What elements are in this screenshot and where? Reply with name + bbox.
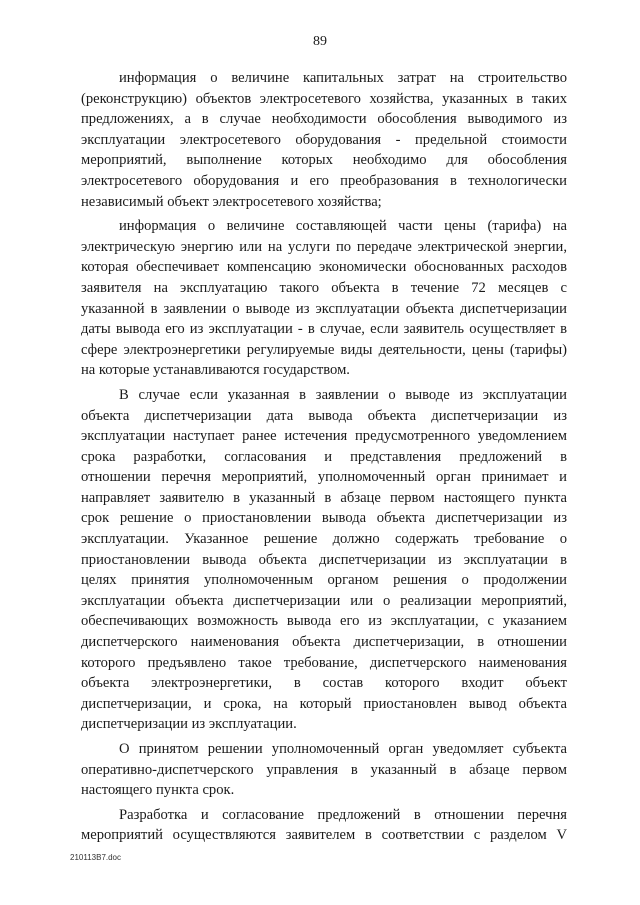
- text-line: указанной в заявлении о выводе из эксплуатации объекта диспетчеризации: [81, 300, 567, 317]
- text-line: объекта электроэнергетики, в состав которого входит объект: [81, 675, 567, 692]
- paragraph: [81, 739, 567, 801]
- text-line: эксплуатации электросетевого оборудования - предельной стоимости: [81, 131, 567, 148]
- text-line: В случае если указанная в заявлении о выводе из эксплуатации: [119, 386, 567, 403]
- text-line: информация о величине капитальных затрат на строительство: [119, 70, 567, 86]
- paragraph: [81, 216, 567, 381]
- text-line: диспетчеризации, и срока, на который приостановлен вывод объекта: [81, 695, 567, 712]
- paragraph: [81, 68, 567, 212]
- text-line: срок решение о приостановлении вывода объекта диспетчеризации из: [81, 510, 567, 527]
- text-line: которая обеспечивает компенсацию экономически обоснованных расходов: [81, 259, 567, 276]
- page-number: 89: [313, 34, 327, 49]
- text-line: (реконструкцию) объектов электросетевого хозяйства, указанных в таких: [81, 90, 567, 107]
- text-line: диспетчеризации из эксплуатации.: [81, 716, 297, 733]
- text-line: целях принятия уполномоченным органом решения о продолжении: [81, 572, 567, 589]
- text-line: О принятом решении уполномоченный орган уведомляет субъекта: [119, 741, 567, 757]
- text-line: эксплуатации наступает ранее истечения предусмотренного уведомлением: [81, 428, 567, 445]
- text-line: электросетевого оборудования и его преобразования в технологически: [81, 172, 567, 189]
- text-line: направляет заявителю в указанный в абзаце первом настоящего пункта: [81, 489, 567, 506]
- text-line: на которые устанавливаются государством.: [81, 362, 350, 379]
- text-line: диспетчерского наименования объекта диспетчеризации, в отношении: [81, 634, 567, 651]
- text-line: эксплуатации объекта диспетчеризации или о реализации мероприятий,: [81, 592, 567, 609]
- text-line: оперативно-диспетчерского управления в указанный в абзаце первом: [81, 761, 567, 778]
- text-line: электрическую энергию или на услуги по передаче электрической энергии,: [81, 238, 567, 255]
- text-line: эксплуатации. Указанное решение должно содержать требование о: [81, 531, 567, 548]
- text-line: которого предъявлено такое требование, диспетчерского наименования: [81, 654, 567, 671]
- text-line: отношении перечня мероприятий, уполномоченный орган принимает и: [81, 469, 567, 486]
- text-line: срока разработки, согласования и представления предложений в: [81, 448, 567, 465]
- text-line: настоящего пункта срок.: [81, 782, 235, 799]
- text-line: мероприятий, выполнение которых необходимо для обособления: [81, 152, 567, 169]
- text-line: обеспечивающих возможность вывода его из эксплуатации, с указанием: [81, 613, 567, 630]
- document-filename: 210113B7.doc: [70, 853, 122, 862]
- text-line: объекта диспетчеризации дата вывода объекта диспетчеризации из: [81, 407, 567, 424]
- document-body: [81, 68, 567, 850]
- text-line: информация о величине составляющей части цены (тарифа) на: [119, 218, 567, 235]
- text-line: независимый объект электросетевого хозяйства;: [81, 193, 382, 210]
- text-line: даты вывода его из эксплуатации - в случае, если заявитель осуществляет в: [81, 321, 567, 338]
- paragraph: [81, 385, 567, 735]
- text-line: Разработка и согласование предложений в отношении перечня: [119, 806, 567, 823]
- text-line: предложениях, а в случае необходимости обособления выводимого из: [81, 111, 567, 128]
- text-line: мероприятий осуществляются заявителем в соответствии с разделом V: [81, 827, 567, 844]
- text-line: приостановлении вывода объекта диспетчеризации из эксплуатации в: [81, 551, 567, 568]
- text-line: заявителя на эксплуатацию такого объекта в течение 72 месяцев с: [81, 279, 567, 296]
- paragraph: [81, 805, 567, 846]
- text-line: сфере электроэнергетики регулируемые виды деятельности, цены (тарифы): [81, 341, 567, 358]
